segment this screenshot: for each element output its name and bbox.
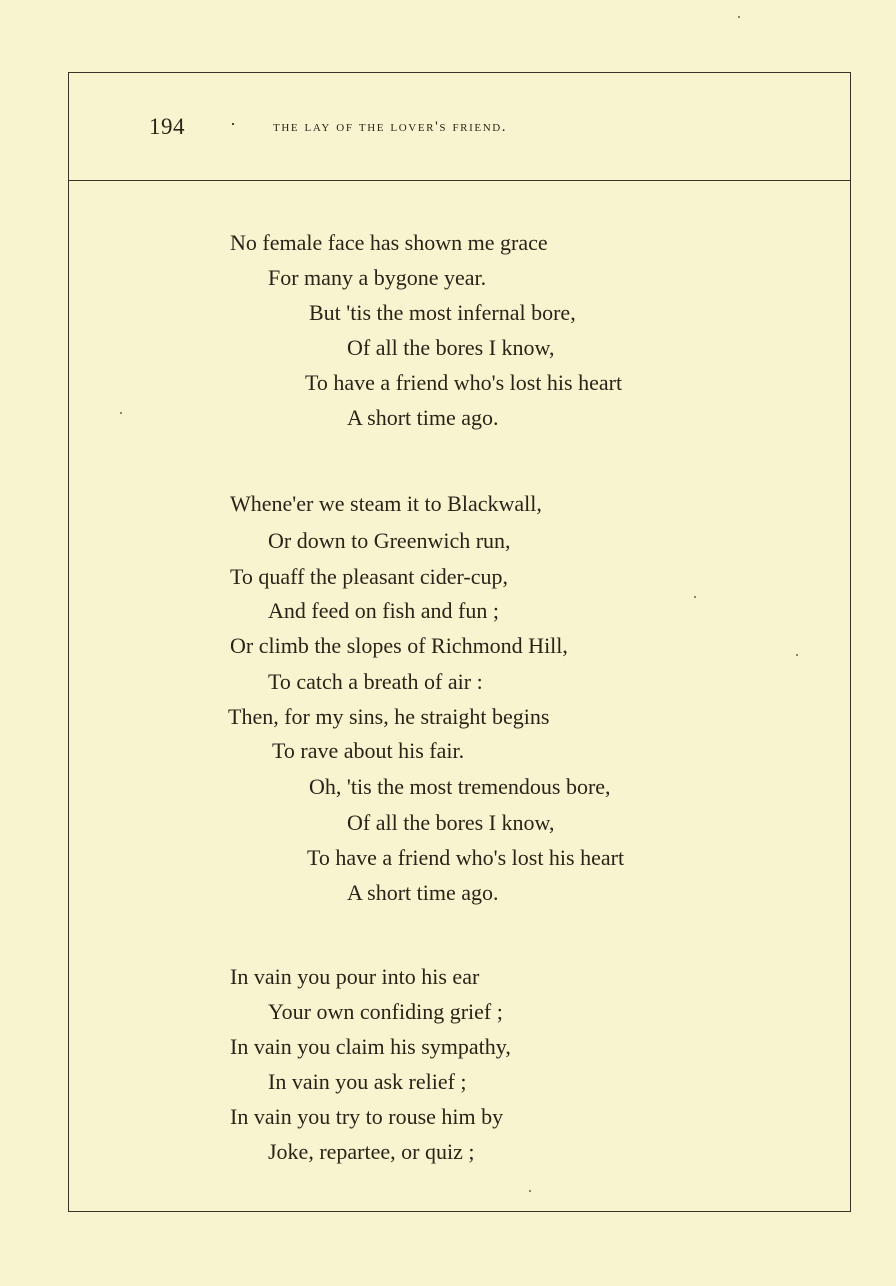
poem-line: In vain you claim his sympathy,: [230, 1034, 511, 1059]
poem-line: In vain you ask relief ;: [268, 1069, 467, 1094]
poem-line: To rave about his fair.: [272, 738, 465, 763]
poem-line: Or climb the slopes of Richmond Hill,: [230, 633, 568, 658]
poem-line: To catch a breath of air :: [268, 669, 483, 694]
paper-speck: [738, 16, 740, 18]
poem-line: Of all the bores I know,: [347, 810, 555, 835]
poem-line: Whene'er we steam it to Blackwall,: [230, 491, 542, 516]
poem-line: To quaff the pleasant cider-cup,: [230, 564, 508, 589]
poem-line: But 'tis the most infernal bore,: [309, 300, 576, 325]
paper-speck: [694, 596, 696, 598]
poem-line: Your own confiding grief ;: [268, 999, 503, 1024]
poem-line: To have a friend who's lost his heart: [307, 845, 625, 870]
poem-line: In vain you pour into his ear: [230, 964, 480, 989]
poem-line: Then, for my sins, he straight begins: [228, 704, 550, 729]
poem-line: A short time ago.: [347, 880, 499, 905]
poem-line: In vain you try to rouse him by: [230, 1104, 504, 1129]
poem-line: To have a friend who's lost his heart: [305, 370, 623, 395]
poem-line: A short time ago.: [347, 405, 499, 430]
page-number: 194: [149, 114, 185, 139]
poem-line: Oh, 'tis the most tremendous bore,: [309, 774, 611, 799]
poem-line: And feed on fish and fun ;: [268, 598, 499, 623]
poem-line: Joke, repartee, or quiz ;: [268, 1139, 475, 1164]
header-separator: ·: [230, 114, 236, 134]
paper-speck: [529, 1190, 531, 1192]
paper-speck: [120, 412, 122, 414]
poem-line: For many a bygone year.: [268, 265, 487, 290]
poem-line: Or down to Greenwich run,: [268, 528, 511, 553]
header-rule: [68, 180, 851, 181]
running-title: the lay of the lover's friend.: [273, 119, 508, 135]
paper-speck: [796, 654, 798, 656]
poem-line: Of all the bores I know,: [347, 335, 555, 360]
poem-line: No female face has shown me grace: [230, 230, 548, 255]
